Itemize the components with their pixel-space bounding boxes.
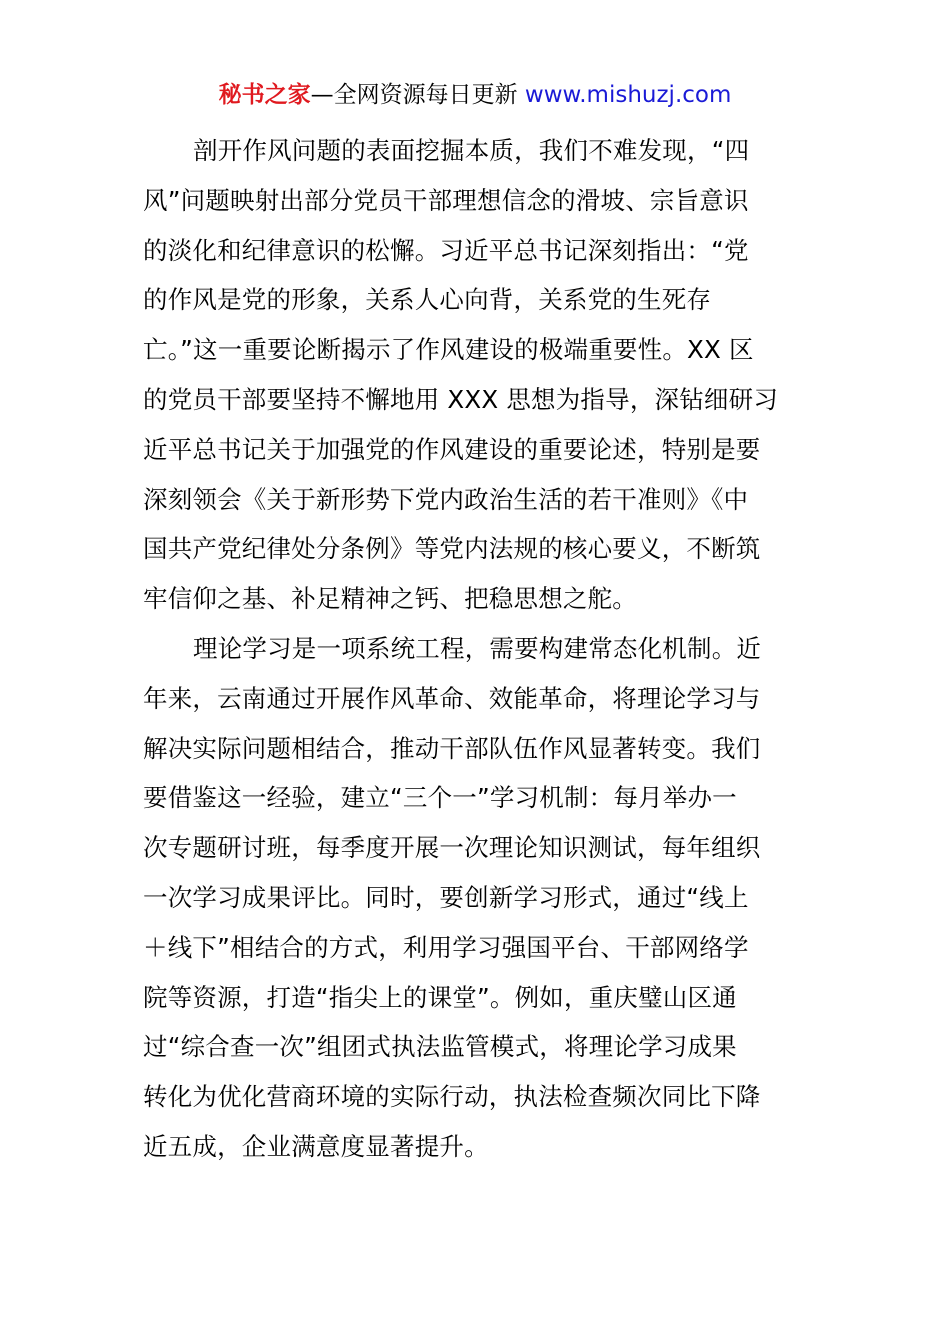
paragraph-2 <box>143 624 793 1172</box>
paragraph-1 <box>143 126 793 624</box>
paragraph-line: 近平总书记关于加强党的作风建设的重要论述，特别是要 <box>143 434 761 464</box>
paragraph-line: 国共产党纪律处分条例》等党内法规的核心要义，不断筑 <box>143 534 761 564</box>
paragraph-line: 的作风是党的形象，关系人心向背，关系党的生死存 <box>143 285 712 315</box>
site-url-link[interactable]: www.mishuzj.com <box>524 82 732 108</box>
paragraph-line: 次专题研讨班，每季度开展一次理论知识测试，每年组织 <box>143 833 761 863</box>
paragraph-line: 过“综合查一次”组团式执法监管模式，将理论学习成果 <box>143 1032 737 1062</box>
paragraph-line: 院等资源，打造“指尖上的课堂”。例如，重庆璧山区通 <box>143 982 737 1012</box>
paragraph-line: 一次学习成果评比。同时，要创新学习形式，通过“线上 <box>143 882 749 912</box>
paragraph-line: 年来，云南通过开展作风革命、效能革命，将理论学习与 <box>143 683 761 713</box>
paragraph-line: 转化为优化营商环境的实际行动，执法检查频次同比下降 <box>143 1082 761 1112</box>
paragraph-line: 的党员干部要坚持不懈地用 XXX 思想为指导，深钻细研习 <box>143 384 779 414</box>
paragraph-line: 风”问题映射出部分党员干部理想信念的滑坡、宗旨意识 <box>143 185 749 215</box>
document-body <box>143 126 793 1172</box>
page-header <box>0 78 950 112</box>
site-tagline: —全网资源每日更新 <box>310 82 518 108</box>
paragraph-line: 要借鉴这一经验，建立“三个一”学习机制：每月举办一 <box>143 783 737 813</box>
paragraph-line: 的淡化和纪律意识的松懈。习近平总书记深刻指出：“党 <box>143 235 749 265</box>
paragraph-line: 近五成，企业满意度显著提升。 <box>143 1131 489 1161</box>
paragraph-line: ＋线下”相结合的方式，利用学习强国平台、干部网络学 <box>143 932 749 962</box>
paragraph-line: 牢信仰之基、补足精神之钙、把稳思想之舵。 <box>143 584 637 614</box>
paragraph-line: 解决实际问题相结合，推动干部队伍作风显著转变。我们 <box>143 733 761 763</box>
site-brand: 秘书之家 <box>218 82 311 108</box>
paragraph-line: 理论学习是一项系统工程，需要构建常态化机制。近 <box>193 633 762 663</box>
paragraph-line: 剖开作风问题的表面挖掘本质，我们不难发现，“四 <box>193 136 750 165</box>
paragraph-line: 深刻领会《关于新形势下党内政治生活的若干准则》《中 <box>143 484 749 514</box>
paragraph-line: 亡。”这一重要论断揭示了作风建设的极端重要性。XX 区 <box>143 335 754 365</box>
